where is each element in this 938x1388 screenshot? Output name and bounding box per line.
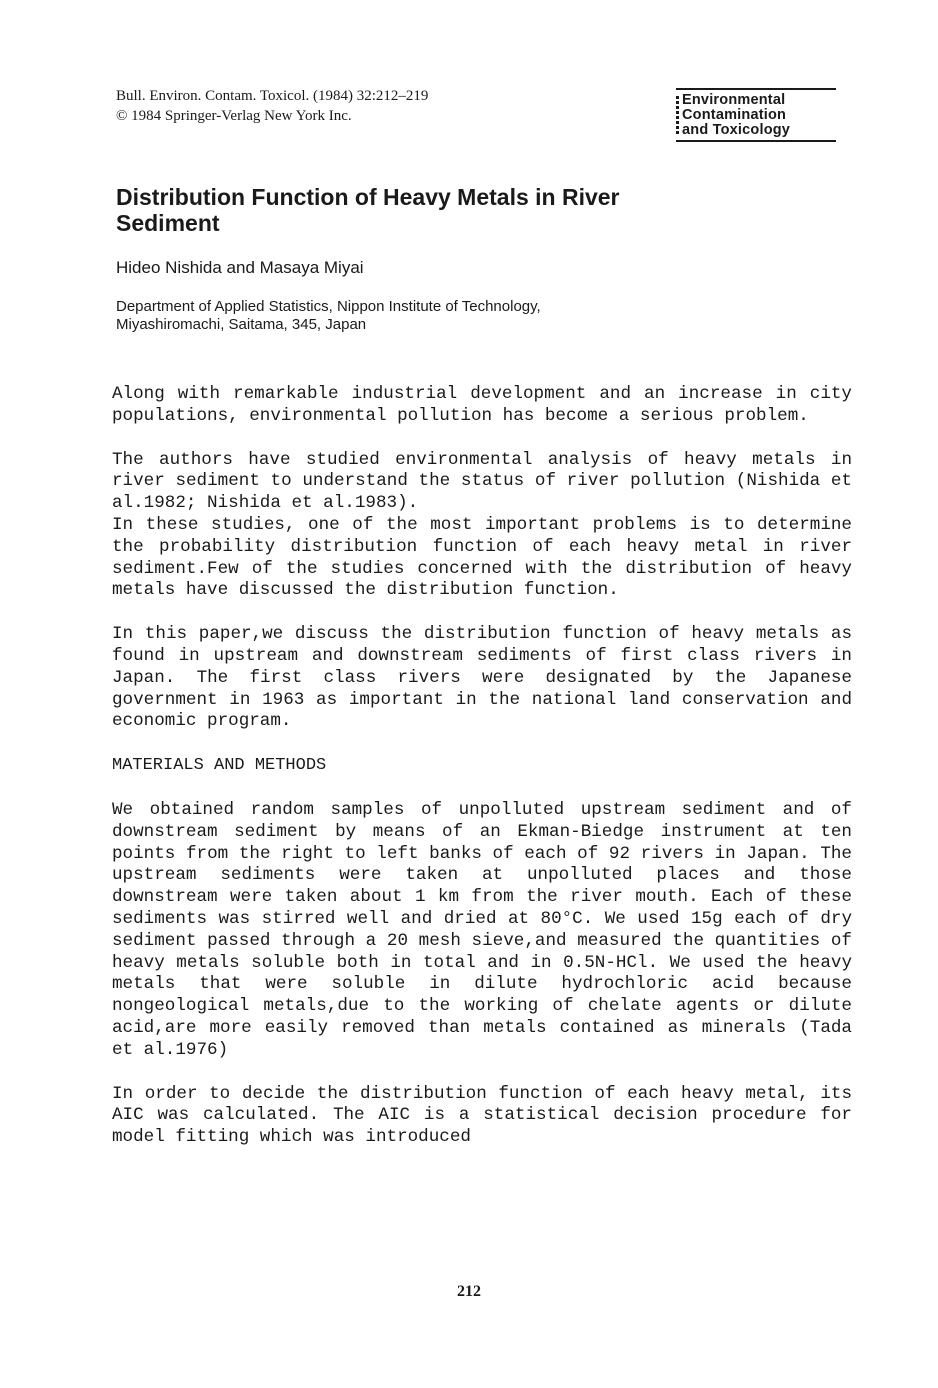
paragraph-problem: In these studies, one of the most important problems is to determine the probability distribution function of each heavy metal in river sediment.Few of the studies concerned with the distribution of heavy metals have discussed the distribution function. xyxy=(112,514,852,601)
paragraph-aic: In order to decide the distribution function of each heavy metal, its AIC was calculated. The AIC is a statistical decision procedure for model fitting which was introduced xyxy=(112,1083,852,1148)
journal-logo xyxy=(676,88,836,142)
page-number: 212 xyxy=(457,1283,481,1300)
affiliation xyxy=(116,298,541,334)
paragraph-scope: In this paper,we discuss the distribution function of heavy metals as found in upstream and downstream sediments of first class rivers in Japan. The first class rivers were designated by the Japanese government in 1963 as important in the national land conservation and economic program. xyxy=(112,624,852,732)
citation-line: Bull. Environ. Contam. Toxicol. (1984) 32:212–219 xyxy=(116,88,429,104)
section-heading: MATERIALS AND METHODS xyxy=(112,756,327,776)
citation-header xyxy=(116,86,428,126)
paragraph-methods: We obtained random samples of unpolluted upstream sediment and of downstream sediment by means of an Ekman-Biedge instrument at ten points from the right to left banks of each of 92 rivers in Japan. The upstream sediments were taken at unpolluted places and those downstream were taken about 1 km from the river mouth. Each of these sediments was stirred well and dried at 80°C. We used 15g each of dry sediment passed through a 20 mesh sieve,and measured the quantities of heavy metals soluble both in total and in 0.5N-HCl. We used the heavy metals that were soluble in dilute hydrochloric acid because nongeological metals,due to the working of chelate agents or dilute acid,are more easily removed than metals contained as minerals (Tada et al.1976) xyxy=(112,799,852,1060)
logo-bar-icon xyxy=(676,96,679,134)
logo-line-2: Contamination xyxy=(682,107,787,123)
affiliation-line-2: Miyashiromachi, Saitama, 345, Japan xyxy=(116,316,367,333)
logo-line-3: and Toxicology xyxy=(682,122,791,138)
authors: Hideo Nishida and Masaya Miyai xyxy=(116,258,364,277)
article-title: Distribution Function of Heavy Metals in River Sediment xyxy=(116,184,620,236)
copyright-line: © 1984 Springer-Verlag New York Inc. xyxy=(116,108,352,124)
affiliation-line-1: Department of Applied Statistics, Nippon Institute of Technology, xyxy=(116,298,541,315)
logo-line-1: Environmental xyxy=(682,92,786,108)
article-body xyxy=(112,384,852,1171)
paragraph-prior-studies: The authors have studied environmental analysis of heavy metals in river sediment to understand the status of river pollution (Nishida et al.1982; Nishida et al.1983). xyxy=(112,449,852,514)
paragraph-intro: Along with remarkable industrial development and an increase in city populations, environmental pollution has become a serious problem. xyxy=(112,384,852,426)
